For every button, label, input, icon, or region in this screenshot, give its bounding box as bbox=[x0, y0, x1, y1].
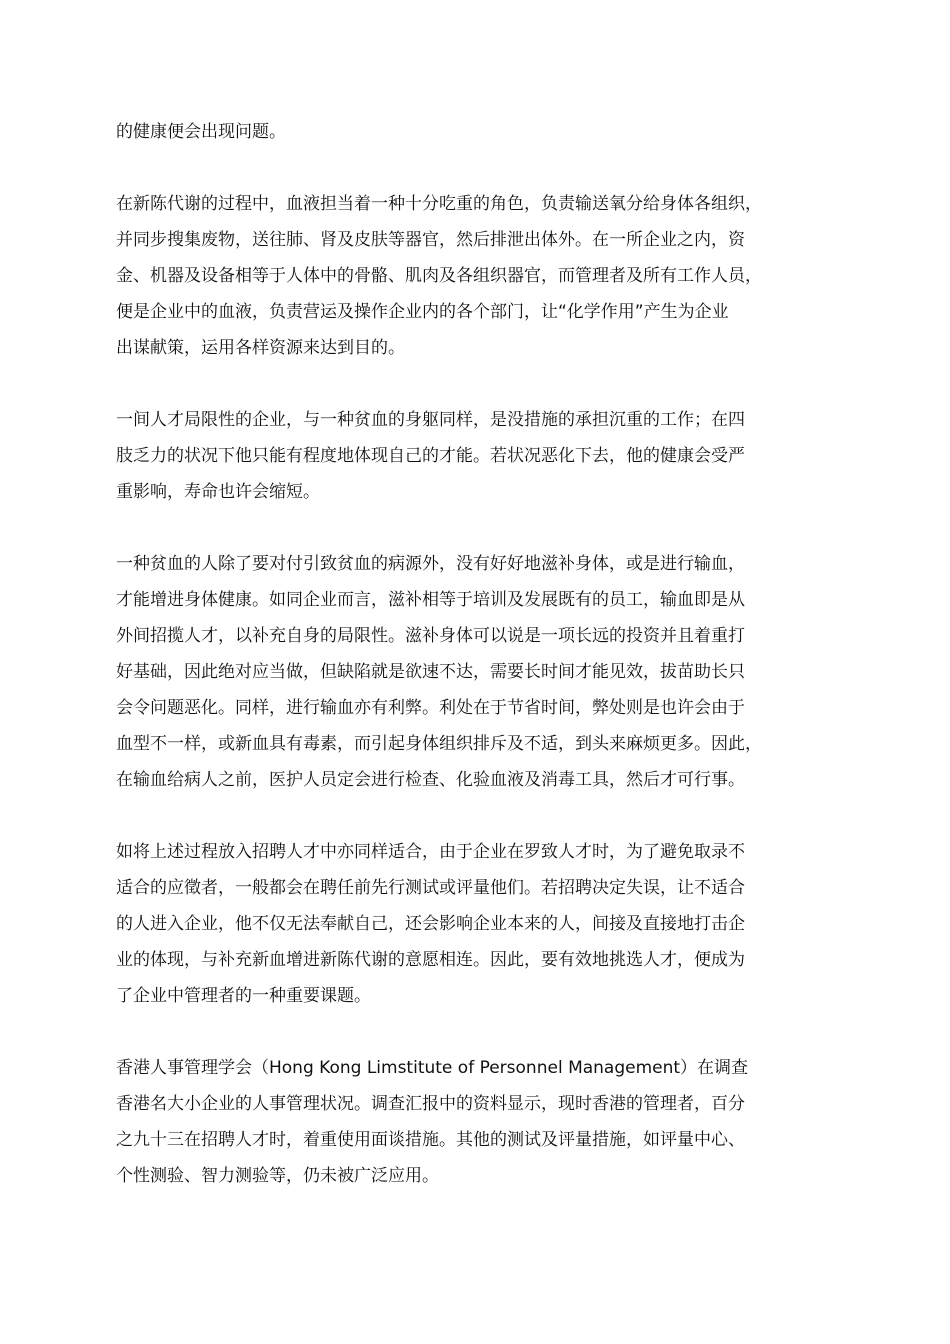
paragraph-line: 之九十三在招聘人才时，着重使用面谈措施。其他的测试及评量措施，如评量中心、 bbox=[116, 1130, 745, 1150]
paragraph-line: 的健康便会出现问题。 bbox=[116, 122, 286, 142]
paragraph-line: 业的体现，与补充新血增进新陈代谢的意愿相连。因此，要有效地挑选人才，便成为 bbox=[116, 950, 745, 970]
paragraph-recruitment bbox=[116, 834, 850, 1014]
paragraph-line: 香港名大小企业的人事管理状况。调查汇报中的资料显示，现时香港的管理者，百分 bbox=[116, 1094, 745, 1114]
paragraph-line: 香港人事管理学会（Hong Kong Limstitute of Personnel Management）在调查 bbox=[116, 1058, 749, 1078]
paragraph-line: 适合的应徵者，一般都会在聘任前先行测试或评量他们。若招聘决定失误，让不适合 bbox=[116, 878, 745, 898]
paragraph-hong-kong-survey bbox=[116, 1050, 850, 1194]
paragraph-line: 肢乏力的状况下他只能有程度地体现自己的才能。若状况恶化下去，他的健康会受严 bbox=[116, 446, 745, 466]
paragraph-line: 血型不一样，或新血具有毒素，而引起身体组织排斥及不适，到头来麻烦更多。因此， bbox=[116, 734, 762, 754]
paragraph-line: 才能增进身体健康。如同企业而言，滋补相等于培训及发展既有的员工，输血即是从 bbox=[116, 590, 745, 610]
document-body bbox=[116, 114, 850, 1230]
paragraph-line: 并同步搜集废物，送往肺、肾及皮肤等器官，然后排泄出体外。在一所企业之内，资 bbox=[116, 230, 745, 250]
paragraph-health-problem bbox=[116, 114, 850, 150]
paragraph-talent-limitation bbox=[116, 402, 850, 510]
paragraph-line: 如将上述过程放入招聘人才中亦同样适合，由于企业在罗致人才时，为了避免取录不 bbox=[116, 842, 745, 862]
paragraph-line: 一种贫血的人除了要对付引致贫血的病源外，没有好好地滋补身体，或是进行输血， bbox=[116, 554, 745, 574]
paragraph-line: 在新陈代谢的过程中，血液担当着一种十分吃重的角色，负责输送氧分给身体各组织， bbox=[116, 194, 762, 214]
paragraph-anemia-analogy bbox=[116, 546, 850, 798]
paragraph-line: 好基础，因此绝对应当做，但缺陷就是欲速不达，需要长时间才能见效，拔苗助长只 bbox=[116, 662, 745, 682]
paragraph-line: 了企业中管理者的一种重要课题。 bbox=[116, 986, 371, 1006]
paragraph-blood-role bbox=[116, 186, 850, 366]
paragraph-line: 会令问题恶化。同样，进行输血亦有利弊。利处在于节省时间，弊处则是也许会由于 bbox=[116, 698, 745, 718]
paragraph-line: 在输血给病人之前，医护人员定会进行检查、化验血液及消毒工具，然后才可行事。 bbox=[116, 770, 745, 790]
paragraph-line: 的人进入企业，他不仅无法奉献自己，还会影响企业本来的人，间接及直接地打击企 bbox=[116, 914, 745, 934]
paragraph-line: 个性测验、智力测验等，仍未被广泛应用。 bbox=[116, 1166, 439, 1186]
paragraph-line: 重影响，寿命也许会缩短。 bbox=[116, 482, 320, 502]
paragraph-line: 外间招揽人才，以补充自身的局限性。滋补身体可以说是一项长远的投资并且着重打 bbox=[116, 626, 745, 646]
paragraph-line: 便是企业中的血液，负责营运及操作企业内的各个部门，让“化学作用”产生为企业 bbox=[116, 302, 729, 322]
paragraph-line: 出谋献策，运用各样资源来达到目的。 bbox=[116, 338, 405, 358]
paragraph-line: 金、机器及设备相等于人体中的骨骼、肌肉及各组织器官，而管理者及所有工作人员， bbox=[116, 266, 762, 286]
paragraph-line: 一间人才局限性的企业，与一种贫血的身躯同样，是没措施的承担沉重的工作；在四 bbox=[116, 410, 745, 430]
